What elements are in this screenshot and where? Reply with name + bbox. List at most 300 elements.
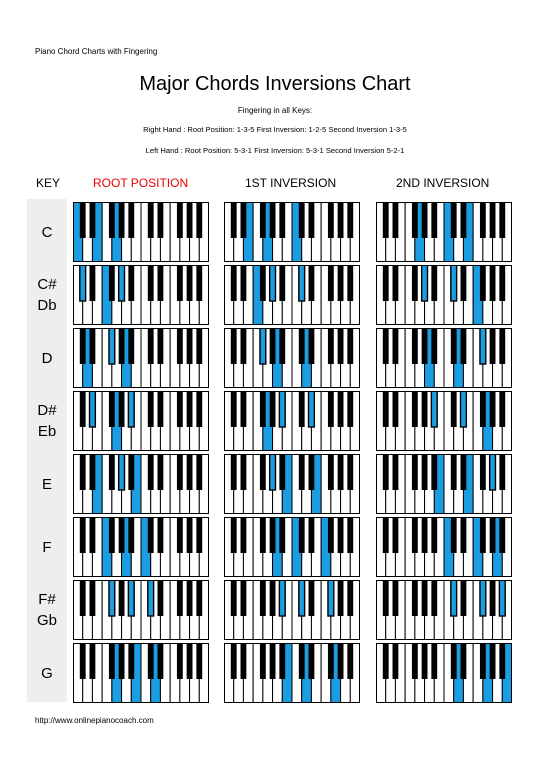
chord-row <box>0 328 550 388</box>
black-key <box>260 391 266 427</box>
black-key <box>383 517 389 553</box>
black-key <box>490 391 496 427</box>
key-label <box>27 274 67 316</box>
key-label-line: D <box>41 349 53 367</box>
first-keyboard-svg <box>224 517 360 577</box>
black-key <box>119 202 125 238</box>
black-key <box>241 265 247 301</box>
black-key <box>128 265 134 301</box>
black-key <box>196 517 202 553</box>
black-key <box>451 454 457 490</box>
root-keyboard <box>73 643 209 703</box>
second-keyboard <box>376 517 512 577</box>
second-keyboard-svg <box>376 328 512 388</box>
black-key <box>499 265 505 301</box>
root-keyboard <box>73 202 209 262</box>
black-key <box>451 202 457 238</box>
root-keyboard <box>73 391 209 451</box>
key-label <box>27 537 67 558</box>
fingering-left-hand: Left Hand : Root Position: 5-3-1 First Inversion: 5-3-1 Second Inversion 5-2-1 <box>145 146 405 155</box>
black-key <box>90 328 96 364</box>
black-key <box>90 265 96 301</box>
black-key <box>299 265 305 301</box>
black-key <box>451 517 457 553</box>
black-key <box>412 328 418 364</box>
root-keyboard-svg <box>73 517 209 577</box>
black-key <box>128 517 134 553</box>
black-key <box>158 580 164 616</box>
black-key <box>422 580 428 616</box>
black-key <box>241 643 247 679</box>
black-key <box>158 391 164 427</box>
black-key <box>383 580 389 616</box>
black-key <box>231 328 237 364</box>
black-key <box>148 454 154 490</box>
black-key <box>480 454 486 490</box>
black-key <box>422 517 428 553</box>
black-key <box>461 643 467 679</box>
black-key <box>241 202 247 238</box>
black-key <box>148 580 154 616</box>
black-key <box>260 517 266 553</box>
black-key <box>328 643 334 679</box>
black-key <box>279 391 285 427</box>
black-key <box>338 265 344 301</box>
black-key <box>393 454 399 490</box>
black-key <box>328 328 334 364</box>
column-heading-key: KEY <box>36 176 61 190</box>
key-label-line: Eb <box>37 423 57 440</box>
black-key <box>109 391 115 427</box>
black-key <box>480 517 486 553</box>
black-key <box>338 517 344 553</box>
key-label <box>27 400 67 442</box>
first-keyboard <box>224 202 360 262</box>
black-key <box>187 643 193 679</box>
black-key <box>499 391 505 427</box>
black-key <box>393 391 399 427</box>
black-key <box>412 265 418 301</box>
black-key <box>177 643 183 679</box>
black-key <box>231 643 237 679</box>
second-keyboard-svg <box>376 517 512 577</box>
black-key <box>338 580 344 616</box>
black-key <box>187 202 193 238</box>
black-key <box>499 580 505 616</box>
chord-row <box>0 202 550 262</box>
black-key <box>231 202 237 238</box>
black-key <box>299 328 305 364</box>
black-key <box>279 265 285 301</box>
second-keyboard-svg <box>376 202 512 262</box>
black-key <box>90 580 96 616</box>
page-title: Major Chords Inversions Chart <box>139 73 411 95</box>
second-keyboard-svg <box>376 454 512 514</box>
black-key <box>177 580 183 616</box>
root-keyboard <box>73 328 209 388</box>
black-key <box>383 328 389 364</box>
header-small: Piano Chord Charts with Fingering <box>35 47 158 56</box>
black-key <box>422 202 428 238</box>
root-keyboard-svg <box>73 643 209 703</box>
black-key <box>461 454 467 490</box>
key-label <box>27 589 67 631</box>
second-keyboard-svg <box>376 391 512 451</box>
black-key <box>383 454 389 490</box>
black-key <box>412 202 418 238</box>
black-key <box>393 328 399 364</box>
black-key <box>490 202 496 238</box>
black-key <box>196 202 202 238</box>
black-key <box>260 265 266 301</box>
black-key <box>260 202 266 238</box>
black-key <box>158 517 164 553</box>
black-key <box>480 580 486 616</box>
first-keyboard-svg <box>224 454 360 514</box>
black-key <box>412 391 418 427</box>
black-key <box>109 580 115 616</box>
first-keyboard <box>224 580 360 640</box>
black-key <box>431 454 437 490</box>
black-key <box>109 265 115 301</box>
black-key <box>338 202 344 238</box>
chord-row <box>0 643 550 703</box>
key-label-line: C <box>41 223 53 241</box>
black-key <box>461 391 467 427</box>
black-key <box>128 391 134 427</box>
black-key <box>158 328 164 364</box>
black-key <box>260 580 266 616</box>
black-key <box>328 454 334 490</box>
black-key <box>148 391 154 427</box>
second-keyboard <box>376 265 512 325</box>
black-key <box>177 265 183 301</box>
root-keyboard-svg <box>73 454 209 514</box>
black-key <box>279 454 285 490</box>
black-key <box>309 643 315 679</box>
black-key <box>158 202 164 238</box>
black-key <box>490 328 496 364</box>
black-key <box>187 580 193 616</box>
black-key <box>196 454 202 490</box>
black-key <box>299 202 305 238</box>
black-key <box>119 643 125 679</box>
black-key <box>177 517 183 553</box>
black-key <box>328 391 334 427</box>
key-label <box>27 348 67 369</box>
black-key <box>431 202 437 238</box>
black-key <box>412 580 418 616</box>
black-key <box>260 454 266 490</box>
first-keyboard-svg <box>224 202 360 262</box>
black-key <box>270 328 276 364</box>
black-key <box>347 265 353 301</box>
black-key <box>431 580 437 616</box>
black-key <box>431 265 437 301</box>
second-keyboard <box>376 580 512 640</box>
black-key <box>119 391 125 427</box>
black-key <box>148 328 154 364</box>
root-keyboard <box>73 517 209 577</box>
black-key <box>128 328 134 364</box>
black-key <box>109 454 115 490</box>
black-key <box>490 265 496 301</box>
black-key <box>241 517 247 553</box>
black-key <box>422 391 428 427</box>
black-key <box>196 265 202 301</box>
black-key <box>338 643 344 679</box>
black-key <box>338 328 344 364</box>
black-key <box>347 643 353 679</box>
black-key <box>187 265 193 301</box>
black-key <box>119 454 125 490</box>
black-key <box>499 643 505 679</box>
black-key <box>451 580 457 616</box>
first-keyboard-svg <box>224 265 360 325</box>
black-key <box>196 580 202 616</box>
black-key <box>499 202 505 238</box>
black-key <box>231 454 237 490</box>
root-keyboard-svg <box>73 580 209 640</box>
black-key <box>119 580 125 616</box>
black-key <box>328 517 334 553</box>
first-keyboard <box>224 454 360 514</box>
black-key <box>499 328 505 364</box>
black-key <box>80 517 86 553</box>
black-key <box>80 202 86 238</box>
black-key <box>148 265 154 301</box>
black-key <box>109 517 115 553</box>
black-key <box>260 328 266 364</box>
black-key <box>309 328 315 364</box>
key-label-line: C# <box>37 276 57 293</box>
black-key <box>451 391 457 427</box>
black-key <box>422 265 428 301</box>
black-key <box>270 391 276 427</box>
chord-row <box>0 454 550 514</box>
black-key <box>128 202 134 238</box>
second-keyboard <box>376 328 512 388</box>
black-key <box>347 328 353 364</box>
key-label-line: Gb <box>36 612 57 629</box>
key-label-line: F# <box>38 591 56 608</box>
key-label <box>27 663 67 684</box>
black-key <box>393 265 399 301</box>
black-key <box>241 580 247 616</box>
column-heading-first: 1ST INVERSION <box>245 176 337 190</box>
black-key <box>490 580 496 616</box>
black-key <box>119 265 125 301</box>
black-key <box>338 454 344 490</box>
black-key <box>309 202 315 238</box>
black-key <box>299 454 305 490</box>
black-key <box>241 328 247 364</box>
root-keyboard <box>73 454 209 514</box>
black-key <box>148 202 154 238</box>
black-key <box>309 580 315 616</box>
first-keyboard <box>224 265 360 325</box>
black-key <box>299 643 305 679</box>
black-key <box>451 643 457 679</box>
black-key <box>187 328 193 364</box>
black-key <box>299 580 305 616</box>
black-key <box>431 643 437 679</box>
black-key <box>347 454 353 490</box>
black-key <box>279 580 285 616</box>
black-key <box>347 580 353 616</box>
black-key <box>80 328 86 364</box>
black-key <box>490 643 496 679</box>
key-label-line: Db <box>37 297 57 314</box>
black-key <box>80 265 86 301</box>
black-key <box>499 454 505 490</box>
first-keyboard <box>224 391 360 451</box>
black-key <box>196 391 202 427</box>
black-key <box>241 391 247 427</box>
black-key <box>499 517 505 553</box>
black-key <box>270 517 276 553</box>
black-key <box>80 580 86 616</box>
key-label <box>27 222 67 243</box>
chord-row <box>0 391 550 451</box>
black-key <box>231 265 237 301</box>
root-keyboard-svg <box>73 328 209 388</box>
black-key <box>270 580 276 616</box>
black-key <box>299 517 305 553</box>
black-key <box>80 454 86 490</box>
black-key <box>393 202 399 238</box>
black-key <box>279 643 285 679</box>
first-keyboard <box>224 643 360 703</box>
subtitle: Fingering in all Keys: <box>237 106 313 115</box>
black-key <box>309 265 315 301</box>
black-key <box>431 391 437 427</box>
black-key <box>80 391 86 427</box>
second-keyboard-svg <box>376 643 512 703</box>
second-keyboard-svg <box>376 580 512 640</box>
black-key <box>90 202 96 238</box>
black-key <box>422 328 428 364</box>
black-key <box>490 517 496 553</box>
root-keyboard-svg <box>73 202 209 262</box>
black-key <box>412 517 418 553</box>
second-keyboard <box>376 391 512 451</box>
black-key <box>480 391 486 427</box>
black-key <box>109 202 115 238</box>
first-keyboard-svg <box>224 643 360 703</box>
footer-link[interactable]: http://www.onlinepianocoach.com <box>35 716 154 725</box>
black-key <box>279 328 285 364</box>
black-key <box>461 265 467 301</box>
second-keyboard <box>376 643 512 703</box>
black-key <box>119 517 125 553</box>
chord-row <box>0 517 550 577</box>
black-key <box>231 517 237 553</box>
black-key <box>196 643 202 679</box>
black-key <box>393 517 399 553</box>
chord-row <box>0 265 550 325</box>
black-key <box>231 391 237 427</box>
black-key <box>347 202 353 238</box>
black-key <box>90 517 96 553</box>
black-key <box>270 202 276 238</box>
column-heading-second: 2ND INVERSION <box>396 176 490 190</box>
black-key <box>109 643 115 679</box>
root-keyboard-svg <box>73 391 209 451</box>
black-key <box>158 454 164 490</box>
black-key <box>260 643 266 679</box>
black-key <box>328 265 334 301</box>
second-keyboard <box>376 454 512 514</box>
black-key <box>461 580 467 616</box>
black-key <box>109 328 115 364</box>
black-key <box>309 454 315 490</box>
black-key <box>451 328 457 364</box>
key-label-line: E <box>41 475 52 493</box>
black-key <box>490 454 496 490</box>
root-keyboard <box>73 580 209 640</box>
black-key <box>80 643 86 679</box>
black-key <box>461 328 467 364</box>
black-key <box>347 391 353 427</box>
black-key <box>383 391 389 427</box>
black-key <box>187 391 193 427</box>
black-key <box>393 643 399 679</box>
black-key <box>279 517 285 553</box>
black-key <box>299 391 305 427</box>
black-key <box>177 202 183 238</box>
chord-row <box>0 580 550 640</box>
column-heading-root: ROOT POSITION <box>93 176 189 190</box>
black-key <box>383 202 389 238</box>
black-key <box>90 643 96 679</box>
black-key <box>309 391 315 427</box>
black-key <box>241 454 247 490</box>
black-key <box>383 643 389 679</box>
second-keyboard <box>376 202 512 262</box>
fingering-right-hand: Right Hand : Root Position: 1-3-5 First Inversion: 1-2-5 Second Inversion 1-3-5 <box>143 125 407 134</box>
black-key <box>461 517 467 553</box>
black-key <box>309 517 315 553</box>
black-key <box>158 265 164 301</box>
black-key <box>128 580 134 616</box>
black-key <box>347 517 353 553</box>
black-key <box>480 643 486 679</box>
second-keyboard-svg <box>376 265 512 325</box>
black-key <box>158 643 164 679</box>
black-key <box>128 454 134 490</box>
black-key <box>148 643 154 679</box>
black-key <box>128 643 134 679</box>
black-key <box>393 580 399 616</box>
black-key <box>412 643 418 679</box>
first-keyboard <box>224 328 360 388</box>
key-label-line: F <box>42 538 52 556</box>
black-key <box>338 391 344 427</box>
black-key <box>480 265 486 301</box>
black-key <box>412 454 418 490</box>
black-key <box>187 454 193 490</box>
black-key <box>177 328 183 364</box>
black-key <box>231 580 237 616</box>
first-keyboard <box>224 517 360 577</box>
black-key <box>279 202 285 238</box>
black-key <box>383 265 389 301</box>
black-key <box>480 202 486 238</box>
first-keyboard-svg <box>224 580 360 640</box>
black-key <box>270 643 276 679</box>
black-key <box>422 454 428 490</box>
